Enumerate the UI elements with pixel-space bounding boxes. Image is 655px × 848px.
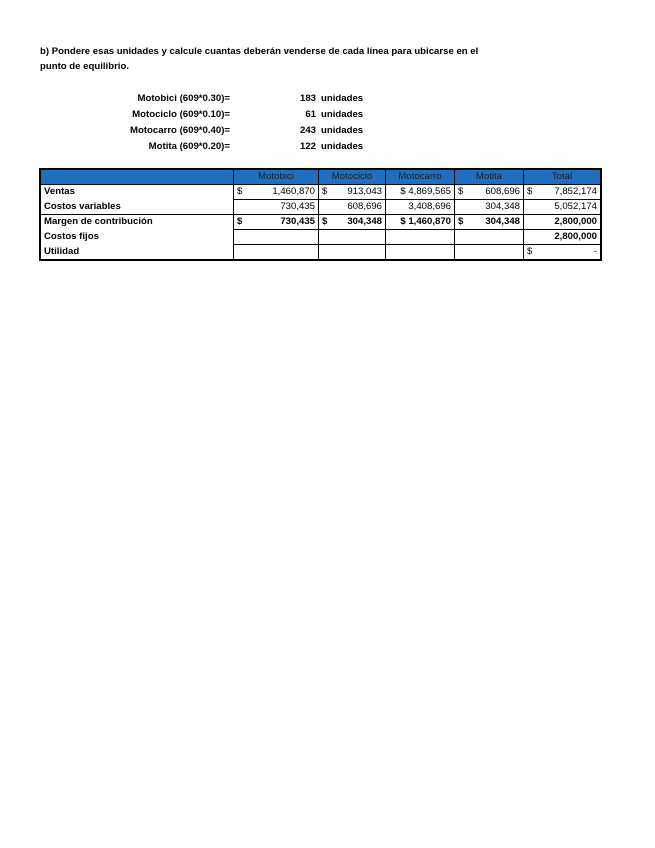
row-costos-fijos: [40, 230, 601, 245]
cell-ut-motociclo: [319, 245, 386, 261]
cell-value: 304,348: [347, 216, 382, 227]
header-motocarro: Motocarro: [386, 169, 455, 185]
cell-ut-motita: [455, 245, 524, 261]
cell-value: 608,696: [485, 186, 520, 197]
header-total: Total: [524, 169, 602, 185]
calc-unit: unidades: [321, 125, 364, 136]
cell-cf-motobici: [234, 230, 319, 245]
row-utilidad: [40, 245, 601, 261]
row-label: Costos variables: [40, 200, 234, 215]
cell-margen-total: 2,800,000: [524, 215, 602, 230]
cell-cf-motociclo: [319, 230, 386, 245]
row-label: Margen de contribución: [40, 215, 234, 230]
calc-row-motociclo: [90, 107, 363, 123]
row-label: Utilidad: [40, 245, 234, 261]
currency-sign: $: [458, 186, 464, 197]
cell-ventas-motita: [455, 185, 524, 200]
currency-sign: $: [237, 186, 243, 197]
cell-margen-motocarro: $ 1,460,870: [386, 215, 455, 230]
cell-value: 730,435: [280, 216, 315, 227]
cell-value: -: [593, 246, 597, 257]
header-motobici: Motobici: [234, 169, 319, 185]
calc-label: Motobici (609*0.30)=: [137, 93, 230, 104]
header-corner: [40, 169, 234, 185]
cell-cf-motita: [455, 230, 524, 245]
cell-cf-motocarro: [386, 230, 455, 245]
cell-cv-motocarro: 3,408,696: [386, 200, 455, 215]
calc-unit: unidades: [321, 109, 364, 120]
calc-row-motita: [90, 139, 363, 155]
cell-ventas-motocarro: $ 4,869,565: [386, 185, 455, 200]
calc-row-motobici: [90, 91, 363, 107]
calc-row-motocarro: [90, 123, 363, 139]
question-line-1: b) Pondere esas unidades y calcule cuantas deberán venderse de cada línea para ubicarse en el: [40, 46, 479, 57]
header-motociclo: Motociclo: [319, 169, 386, 185]
calc-unit: unidades: [321, 93, 364, 104]
calc-value: 183: [299, 93, 316, 104]
calc-label: Motocarro (609*0.40)=: [130, 125, 230, 136]
cell-value: 1,460,870: [272, 186, 315, 197]
calc-label: Motita (609*0.20)=: [148, 141, 230, 152]
cell-margen-motobici: [234, 215, 319, 230]
row-margen: [40, 215, 601, 230]
cell-ventas-total: [524, 185, 602, 200]
cell-cv-motita: 304,348: [455, 200, 524, 215]
header-row: [40, 169, 601, 185]
cell-margen-motita: [455, 215, 524, 230]
currency-sign: $: [458, 216, 464, 227]
calc-value: 61: [305, 109, 316, 120]
cell-margen-motociclo: [319, 215, 386, 230]
cell-value: 913,043: [347, 186, 382, 197]
unit-calculations: [90, 91, 363, 155]
header-motita: Motita: [455, 169, 524, 185]
question-text: [40, 44, 520, 74]
cell-value: 7,852,174: [554, 186, 597, 197]
cell-ut-motocarro: [386, 245, 455, 261]
cell-cf-total: 2,800,000: [524, 230, 602, 245]
calc-value: 122: [299, 141, 316, 152]
row-label: Costos fijos: [40, 230, 234, 245]
currency-sign: $: [237, 216, 243, 227]
currency-sign: $: [527, 246, 533, 257]
cell-cv-motociclo: 608,696: [319, 200, 386, 215]
calc-unit: unidades: [321, 141, 364, 152]
cell-ut-total: [524, 245, 602, 261]
currency-sign: $: [322, 186, 328, 197]
calc-value: 243: [299, 125, 316, 136]
question-line-2: punto de equilibrio.: [40, 61, 129, 72]
row-label: Ventas: [40, 185, 234, 200]
cell-ventas-motociclo: [319, 185, 386, 200]
row-ventas: [40, 185, 601, 200]
results-table: [39, 168, 602, 261]
cell-cv-total: 5,052,174: [524, 200, 602, 215]
cell-ventas-motobici: [234, 185, 319, 200]
calc-label: Motociclo (609*0.10)=: [132, 109, 230, 120]
cell-value: 304,348: [485, 216, 520, 227]
currency-sign: $: [527, 186, 533, 197]
row-costos-variables: [40, 200, 601, 215]
cell-ut-motobici: [234, 245, 319, 261]
cell-cv-motobici: 730,435: [234, 200, 319, 215]
currency-sign: $: [322, 216, 328, 227]
